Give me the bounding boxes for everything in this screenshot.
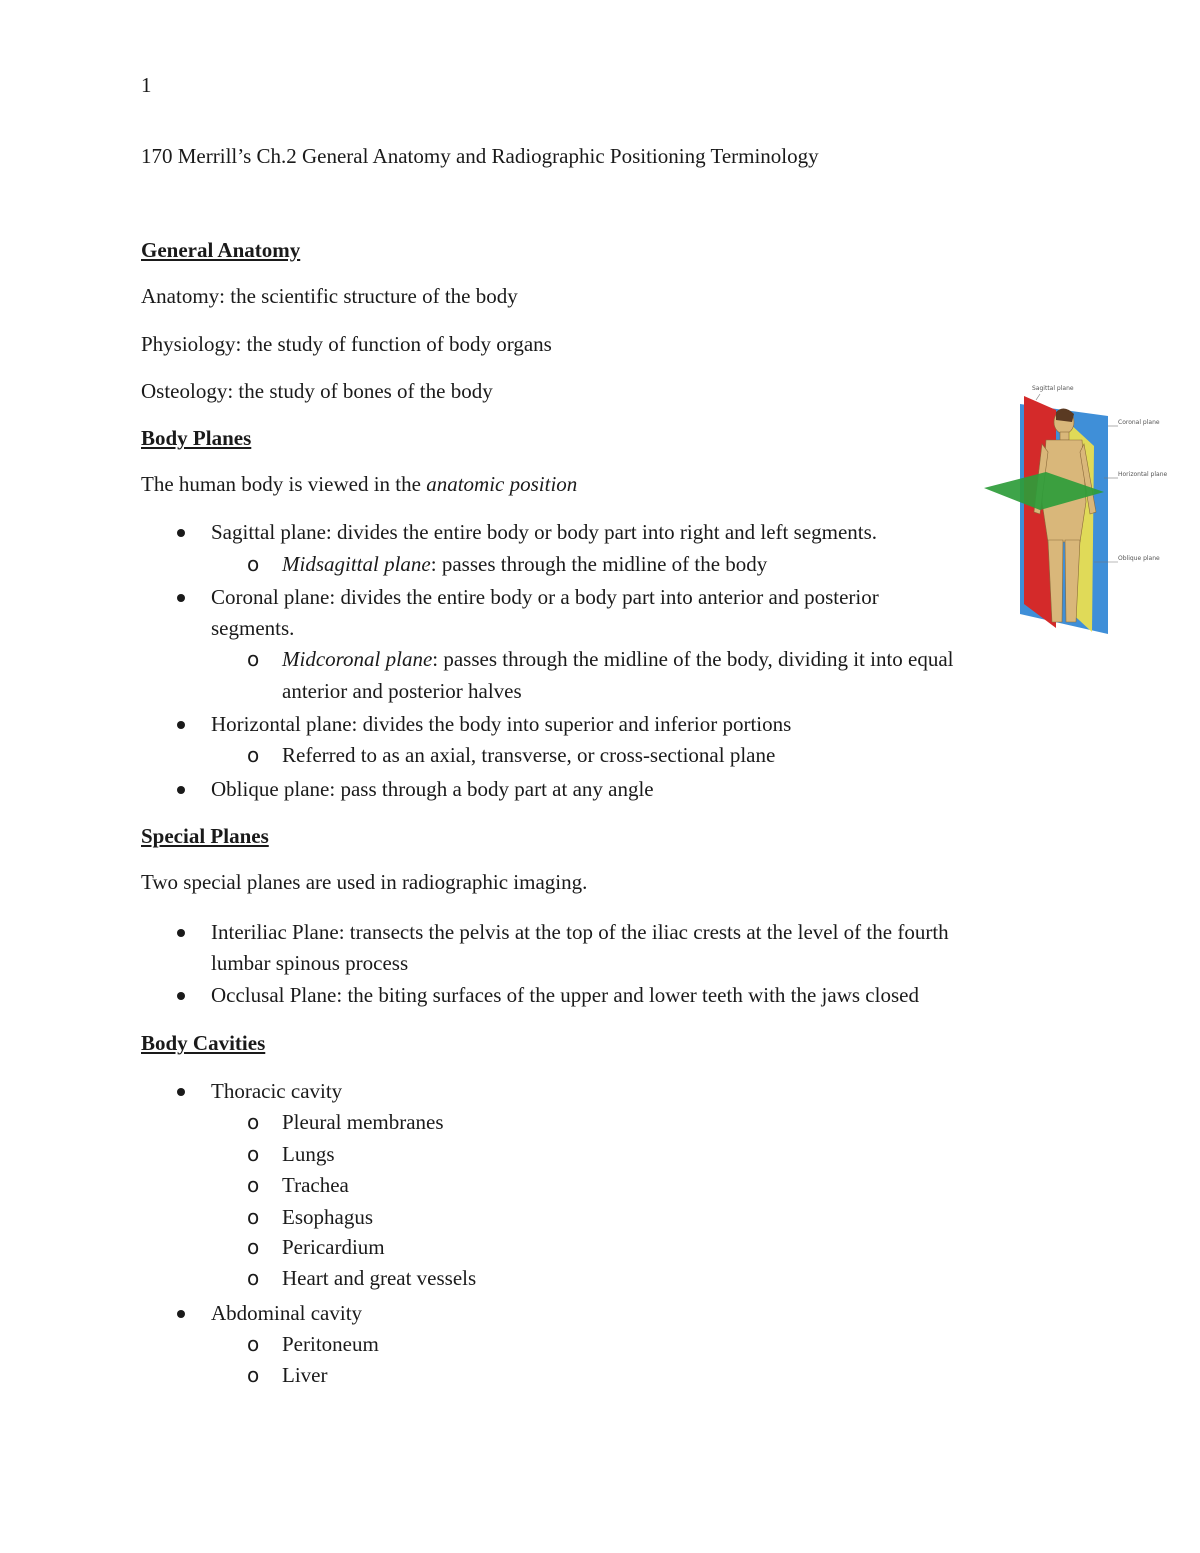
- heading-general-anatomy: General Anatomy: [141, 238, 301, 262]
- page-number: 1: [141, 73, 152, 97]
- bullet-dot: [177, 1310, 185, 1318]
- sub-bullet: o: [247, 552, 260, 576]
- anatomy-definition: Anatomy: the scientific structure of the body: [141, 284, 518, 308]
- midcoronal-desc: : passes through the midline of the body, dividing it into equal: [432, 647, 954, 671]
- sub-bullet: o: [247, 743, 260, 767]
- list-item: Pleural membranes: [282, 1110, 444, 1134]
- list-item: Lungs: [282, 1142, 335, 1166]
- sub-bullet: o: [247, 1235, 260, 1259]
- list-item: Trachea: [282, 1173, 349, 1197]
- sub-bullet: o: [247, 647, 260, 671]
- intro-text: The human body is viewed in the: [141, 472, 427, 496]
- hair-shape: [1056, 408, 1074, 422]
- occlusal-plane-item: Occlusal Plane: the biting surfaces of the upper and lower teeth with the jaws closed: [211, 983, 919, 1007]
- list-item: Esophagus: [282, 1205, 373, 1229]
- label-horizontal-plane: Horizontal plane: [1118, 471, 1168, 478]
- midcoronal-item-cont: anterior and posterior halves: [282, 679, 522, 703]
- coronal-plane-item: Coronal plane: divides the entire body or a body part into anterior and posterior: [211, 585, 879, 609]
- bullet-dot: [177, 929, 185, 937]
- sagittal-plane-item: Sagittal plane: divides the entire body or body part into right and left segments.: [211, 520, 878, 544]
- bullet-dot: [177, 594, 185, 602]
- label-coronal-plane: Coronal plane: [1118, 419, 1160, 426]
- sub-bullet: o: [247, 1173, 260, 1197]
- interiliac-plane-item: Interiliac Plane: transects the pelvis at the top of the iliac crests at the level of the fourth: [211, 920, 949, 944]
- horizontal-subitem: Referred to as an axial, transverse, or cross-sectional plane: [282, 743, 776, 767]
- heading-body-planes: Body Planes: [141, 426, 252, 450]
- sub-bullet: o: [247, 1332, 260, 1356]
- list-item: Heart and great vessels: [282, 1266, 477, 1290]
- thoracic-cavity-item: Thoracic cavity: [211, 1079, 343, 1103]
- sub-bullet: o: [247, 1363, 260, 1387]
- label-oblique-plane: Oblique plane: [1118, 555, 1160, 562]
- bullet-dot: [177, 1088, 185, 1096]
- heading-body-cavities: Body Cavities: [141, 1031, 266, 1055]
- physiology-definition: Physiology: the study of function of body organs: [141, 332, 552, 356]
- sub-bullet: o: [247, 1110, 260, 1134]
- special-planes-intro: Two special planes are used in radiographic imaging.: [141, 870, 588, 894]
- label-sagittal-plane: Sagittal plane: [1032, 385, 1074, 392]
- bullet-dot: [177, 992, 185, 1000]
- oblique-plane-item: Oblique plane: pass through a body part at any angle: [211, 777, 654, 801]
- sub-bullet: o: [247, 1205, 260, 1229]
- list-item: Liver: [282, 1363, 328, 1387]
- sub-bullet: o: [247, 1142, 260, 1166]
- bullet-dot: [177, 721, 185, 729]
- heading-special-planes: Special Planes: [141, 824, 269, 848]
- midsagittal-term: Midsagittal plane: [282, 552, 431, 576]
- bullet-dot: [177, 529, 185, 537]
- sub-bullet: o: [247, 1266, 260, 1290]
- osteology-definition: Osteology: the study of bones of the body: [141, 379, 493, 403]
- document-title: 170 Merrill’s Ch.2 General Anatomy and Radiographic Positioning Terminology: [141, 144, 819, 168]
- list-item: Peritoneum: [282, 1332, 379, 1356]
- anatomic-position-sentence: [141, 471, 577, 497]
- body-planes-figure: [980, 382, 1168, 637]
- coronal-plane-item-cont: segments.: [211, 616, 295, 640]
- abdominal-cavity-item: Abdominal cavity: [211, 1301, 363, 1325]
- midcoronal-term: Midcoronal plane: [282, 647, 433, 671]
- bullet-dot: [177, 786, 185, 794]
- list-item: Pericardium: [282, 1235, 385, 1259]
- horizontal-plane-item: Horizontal plane: divides the body into superior and inferior portions: [211, 712, 792, 736]
- intro-italic: anatomic position: [426, 472, 578, 496]
- midsagittal-item: [282, 551, 767, 577]
- midsagittal-desc: : passes through the midline of the body: [430, 552, 768, 576]
- midcoronal-item: [282, 646, 954, 672]
- interiliac-plane-item-cont: lumbar spinous process: [211, 951, 409, 975]
